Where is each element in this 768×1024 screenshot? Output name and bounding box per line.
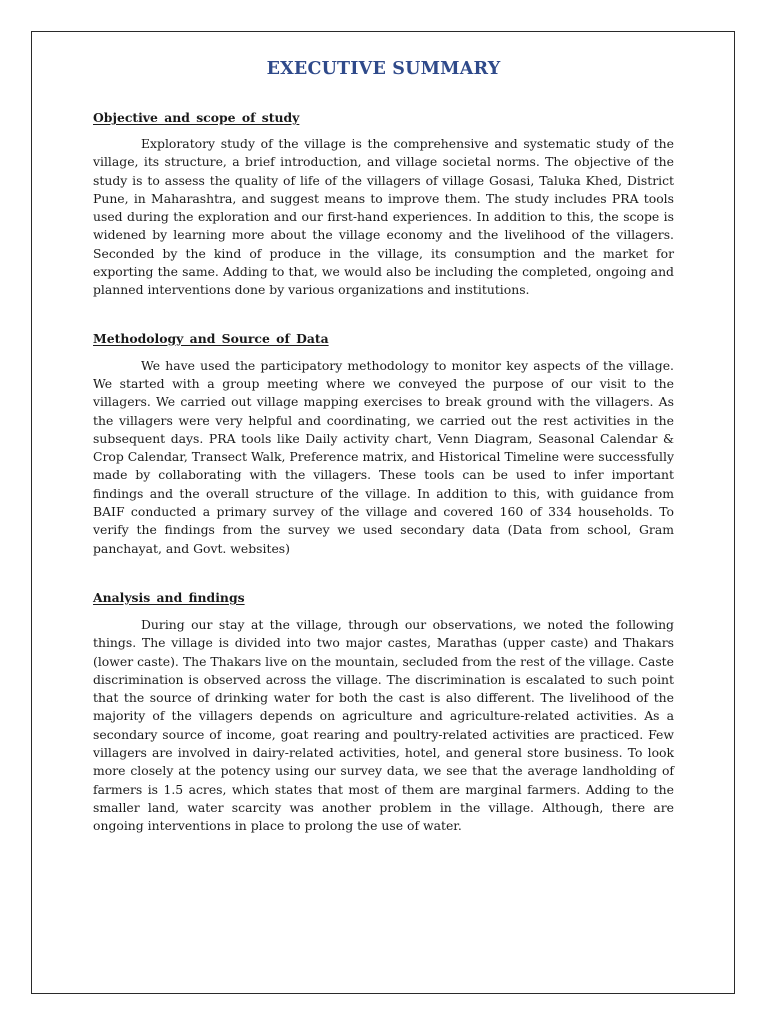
section-paragraph-methodology: We have used the participatory methodology to monitor key aspects of the village. We started with a group meeting where we conveyed the purpose of our visit to the villagers. We carried out village mapping exercises to break ground with the villagers. As the villagers were very helpful and coordinating, we carried out the rest activities in the subsequent days. PRA tools like Daily activity chart, Venn Diagram, Seasonal Calendar & Crop Calendar, Transect Walk, Preference matrix, and Historical Timeline were successfully made by collaborating with the villagers. These tools can be used to infer important findings and the overall structure of the village. In addition to this, with guidance from BAIF conducted a primary survey of the village and covered 160 of 334 households. To verify the findings from the survey we used secondary data (Data from school, Gram panchayat, and Govt. websites) xyxy=(93,357,674,556)
section-paragraph-objective: Exploratory study of the village is the comprehensive and systematic study of the village, its structure, a brief introduction, and village societal norms. The objective of the study is to assess the quality of life of the villagers of village Gosasi, Taluka Khed, District Pune, in Maharashtra, and suggest means to improve them. The study includes PRA tools used during the exploration and our first-hand experiences. In addition to this, the scope is widened by learning more about the village economy and the livelihood of the villagers. Seconded by the kind of produce in the village, its consumption and the market for exporting the same. Adding to that, we would also be including the completed, ongoing and planned interventions done by various organizations and institutions. xyxy=(93,136,674,298)
document-title: EXECUTIVE SUMMARY xyxy=(266,59,501,79)
section-heading-methodology: Methodology and Source of Data xyxy=(93,330,329,346)
section-heading-analysis: Analysis and findings xyxy=(93,589,245,605)
section-paragraph-analysis: During our stay at the village, through our observations, we noted the following things. The village is divided into two major castes, Marathas (upper caste) and Thakars (lower caste). The Thakars live on the mountain, secluded from the rest of the village. Caste discrimination is observed across the village. The discrimination is escalated to such point that the source of drinking water for both the cast is also different. The livelihood of the majority of the villagers depends on agriculture and agriculture-related activities. As a secondary source of income, goat rearing and poultry-related activities are practiced. Few villagers are involved in dairy-related activities, hotel, and general store business. To look more closely at the potency using our survey data, we see that the average landholding of farmers is 1.5 acres, which states that most of them are marginal farmers. Adding to the smaller land, water scarcity was another problem in the village. Although, there are ongoing interventions in place to prolong the use of water. xyxy=(93,616,674,834)
document-body xyxy=(93,55,674,836)
section-heading-objective: Objective and scope of study xyxy=(93,110,300,125)
